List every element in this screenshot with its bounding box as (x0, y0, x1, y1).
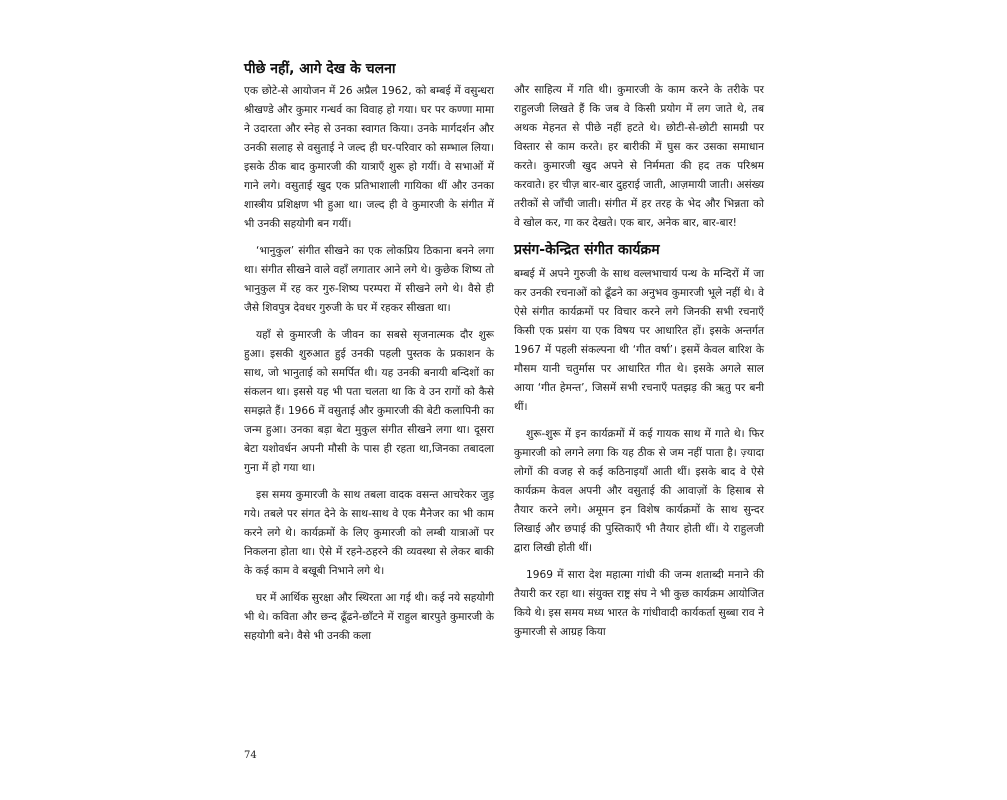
paragraph: शुरू-शुरू में इन कार्यक्रमों में कई गायक साथ में गाते थे। फिर कुमारजी को लगने लगा कि यह ठीक से जम नहीं पाता है। ज़्यादा लोगों की वजह से कई कठिनाइयाँ आती थीं। इसके बाद वे ऐसे कार्यक्रम केवल अपनी और वसुताई की आवाज़ों के हिसाब से तैयार करने लगे। अमूमन इन विशेष कार्यक्रमों के साथ सुन्दर लिखाई और छपाई की पुस्तिकाएँ भी तैयार होती थीं। ये राहुलजी द्वारा लिखी होती थीं। (514, 428, 764, 554)
section-heading-left: पीछे नहीं, आगे देख के चलना (244, 61, 396, 77)
paragraph: ‘भानुकुल’ संगीत सीखने का एक लोकप्रिय ठिकाना बनने लगा था। संगीत सीखने वाले वहाँ लगातार आने लगे थे। कुछेक शिष्य तो भानुकुल में रह कर गुरु-शिष्य परम्परा में सीखने लगे थे। वैसे ही जैसे शिवपुत्र देवधर गुरुजी के घर में रहकर सीखता था। (244, 245, 494, 314)
paragraph: एक छोटे-से आयोजन में 26 अप्रैल 1962, को बम्बई में वसुन्धरा श्रीखण्डे और कुमार गन्धर्व का विवाह हो गया। घर पर कण्णा मामा ने उदारता और स्नेह से उनका स्वागत किया। उनके मार्गदर्शन और उनकी सलाह से वसुताई ने जल्द ही घर-परिवार को सम्भाल लिया। इसके ठीक बाद कुमारजी की यात्राएँ शुरू हो गयीं। वे सभाओं में गाने लगे। वसुताई खुद एक प्रतिभाशाली गायिका थीं और उनका शास्त्रीय प्रशिक्षण भी हुआ था। जल्द ही वे कुमारजी के संगीत में भी उनकी सहयोगी बन गयीं। (244, 85, 494, 230)
page-number: 74 (244, 750, 257, 761)
paragraph: बम्बई में अपने गुरुजी के साथ वल्लभाचार्य पन्थ के मन्दिरों में जा कर उनकी रचनाओं को ढूँढने का अनुभव कुमारजी भूले नहीं थे। वे ऐसे संगीत कार्यक्रमों पर विचार करने लगे जिनकी सभी रचनाएँ किसी एक प्रसंग या एक विषय पर आधारित हों। इसके अन्तर्गत 1967 में पहली संकल्पना थी ‘गीत वर्षा’। इसमें केवल बारिश के मौसम यानी चतुर्मास पर आधारित गीत थे। इसके अगले साल आया ‘गीत हेमन्त’, जिसमें सभी रचनाएँ पतझड़ की ऋतु पर बनी थीं। (514, 268, 764, 413)
left-column (244, 60, 494, 654)
right-column (514, 81, 764, 650)
paragraph: 1969 में सारा देश महात्मा गांधी की जन्म शताब्दी मनाने की तैयारी कर रहा था। संयुक्त राष्ट्र संघ ने भी कुछ कार्यक्रम आयोजित किये थे। इस समय मध्य भारत के गांधीवादी कार्यकर्ता सुब्बा राव ने कुमारजी से आग्रह किया (514, 569, 764, 638)
paragraph: यहाँ से कुमारजी के जीवन का सबसे सृजनात्मक दौर शुरू हुआ। इसकी शुरुआत हुई उनकी पहली पुस्तक के प्रकाशन के साथ, जो भानुताई को समर्पित थी। यह उनकी बनायी बन्दिशों का संकलन था। इससे यह भी पता चलता था कि वे उन रागों को कैसे समझते हैं। 1966 में वसुताई और कुमारजी की बेटी कलापिनी का जन्म हुआ। उनका बड़ा बेटा मुकुल संगीत सीखने लगा था। दूसरा बेटा यशोवर्धन अपनी मौसी के पास ही रहता था,जिनका तबादला गुना में हो गया था। (244, 329, 494, 474)
paragraph: इस समय कुमारजी के साथ तबला वादक वसन्त आचरेकर जुड़ गये। तबले पर संगत देने के साथ-साथ वे एक मैनेजर का भी काम करने लगे थे। कार्यक्रमों के लिए कुमारजी को लम्बी यात्राओं पर निकलना होता था। ऐसे में रहने-ठहरने की व्यवस्था से लेकर बाकी के कई काम वे बखूबी निभाने लगे थे। (244, 489, 494, 577)
paragraph: और साहित्य में गति थी। कुमारजी के काम करने के तरीके पर राहुलजी लिखते हैं कि जब वे किसी प्रयोग में लग जाते थे, तब अथक मेहनत से पीछे नहीं हटते थे। छोटी-से-छोटी सामग्री पर विस्तार से काम करते। हर बारीकी में घुस कर उसका समाधान करते। कुमारजी खुद अपने से निर्ममता की हद तक परिश्रम करवाते। हर चीज़ बार-बार दुहराई जाती, आज़मायी जाती। असंख्य तरीकों से जाँची जाती। संगीत में हर तरह के भेद और भिन्नता को वे खोल कर, गा कर देखते। एक बार, अनेक बार, बार-बार! (514, 84, 764, 229)
paragraph: घर में आर्थिक सुरक्षा और स्थिरता आ गई थी। कई नये सहयोगी भी थे। कविता और छन्द ढूँढने-छाँटने में राहुल बारपुते कुमारजी के सहयोगी बने। वैसे भी उनकी कला (244, 592, 494, 642)
section-heading-right: प्रसंग-केन्द्रित संगीत कार्यक्रम (514, 242, 660, 258)
